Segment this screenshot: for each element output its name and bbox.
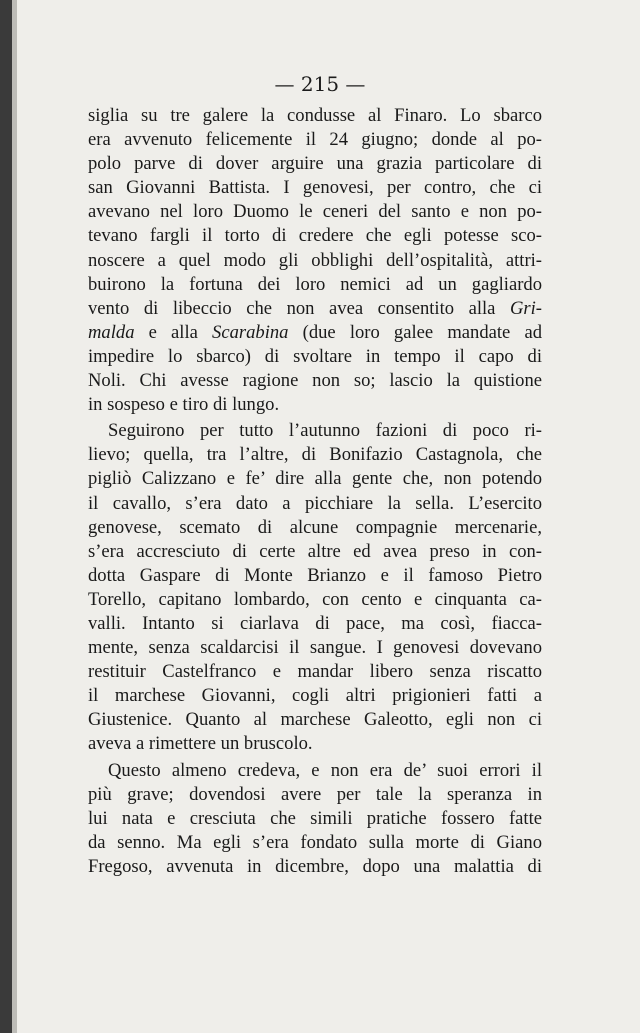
text-line: buirono la fortuna dei loro nemici ad un gagliardo [88,273,542,295]
text-line: siglia su tre galere la condusse al Finaro. Lo sbarco [88,105,542,126]
paragraph [88,104,542,417]
text-line: Noli. Chi avesse ragione non so; lascio la quistione [88,370,542,392]
text-line: san Giovanni Battista. I genovesi, per contro, che ci [88,177,542,199]
text-line: pigliò Calizzano e fe’ dire alla gente che, non potendo [88,468,542,490]
text-line: Questo almeno credeva, e non era de’ suoi errori il [108,759,542,781]
page-number: — 215 — [274,72,366,96]
text-line: Seguirono per tutto l’autunno fazioni di poco ri- [108,420,542,442]
text-line: restituir Castelfranco e mandar libero senza riscatto [88,661,542,683]
text-line: Giustenice. Quanto al marchese Galeotto, egli non ci [88,709,542,731]
text-line: malda e alla Scarabina (due loro galee mandate ad [88,321,542,343]
text-line: dotta Gaspare di Monte Brianzo e il famoso Pietro [88,564,542,586]
text-line: genovese, scemato di alcune compagnie mercenarie, [88,516,542,538]
text-line: più grave; dovendosi avere per tale la speranza in [88,783,542,805]
text-line: Fregoso, avvenuta in dicembre, dopo una malattia di [88,855,542,877]
text-line: noscere a quel modo gli obblighi dell’ospitalità, attri- [88,249,542,271]
text-line: in sospeso e tiro di lungo. [88,394,280,416]
text-line: il cavallo, s’era dato a picchiare la sella. L’esercito [88,492,542,514]
paragraph [88,419,542,756]
text-line: era avvenuto felicemente il 24 giugno; donde al po- [88,129,542,151]
text-line: impedire lo sbarco) di svoltare in tempo il capo di [88,345,542,367]
text-line: mente, senza scaldarcisi il sangue. I genovesi dovevano [88,637,542,659]
book-spine-shadow [0,0,12,1033]
text-line: tevano fargli il torto di credere che egli potesse sco- [88,225,542,247]
text-line: valli. Intanto si ciarlava di pace, ma così, fiacca- [88,612,542,634]
text-line: s’era accresciuto di certe altre ed avea preso in con- [88,540,542,562]
text-line: il marchese Giovanni, cogli altri prigionieri fatti a [88,685,542,707]
text-line: polo parve di dover arguire una grazia particolare di [88,153,542,175]
text-line: Torello, capitano lombardo, con cento e cinquanta ca- [88,588,542,610]
text-line: da senno. Ma egli s’era fondato sulla morte di Giano [88,831,542,853]
page-edge [12,0,17,1033]
text-line: aveva a rimettere un bruscolo. [88,733,313,755]
body-text [88,104,542,879]
paragraph [88,759,542,879]
text-line: lui nata e cresciuta che simili pratiche fossero fatte [88,807,542,829]
text-line: avevano nel loro Duomo le ceneri del santo e non po- [88,201,542,223]
text-line: lievo; quella, tra l’altre, di Bonifazio Castagnola, che [88,444,542,466]
text-line: vento di libeccio che non avea consentito alla Gri- [88,297,542,319]
